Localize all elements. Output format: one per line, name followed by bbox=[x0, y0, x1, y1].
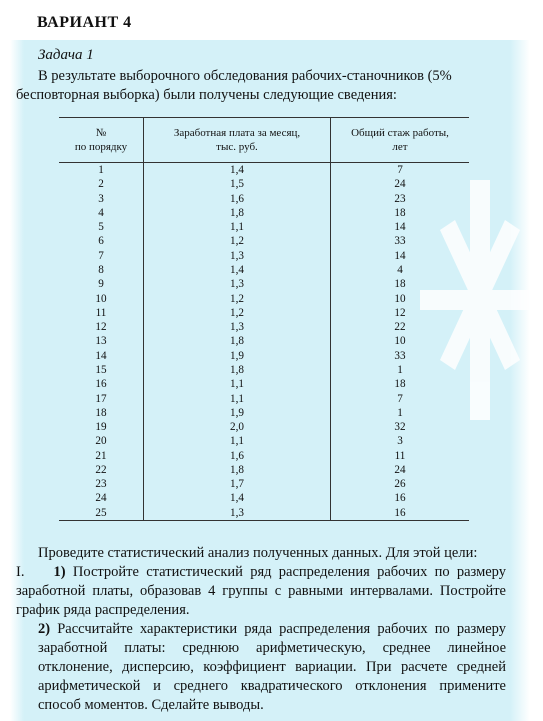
table-row bbox=[59, 292, 469, 306]
cell-experience: 32 bbox=[394, 421, 406, 434]
cell-salary: 1,3 bbox=[144, 249, 331, 263]
cell-number: 3 bbox=[59, 192, 144, 206]
intro-line-2: бесповторная выборка) были получены следующие сведения: bbox=[16, 87, 397, 103]
cell-experience: 7 bbox=[397, 164, 403, 176]
table-row bbox=[59, 234, 469, 248]
cell-experience: 22 bbox=[394, 321, 406, 334]
cell-experience: 10 bbox=[394, 335, 406, 348]
cell-salary: 1,1 bbox=[144, 220, 331, 234]
header-salary: Заработная плата за месяц, тыс. руб. bbox=[144, 118, 331, 163]
table-row bbox=[59, 334, 469, 348]
cell-number: 15 bbox=[59, 363, 144, 377]
cell-experience: 4 bbox=[397, 263, 403, 276]
cell-salary: 1,8 bbox=[144, 463, 331, 477]
cell-number: 13 bbox=[59, 334, 144, 348]
cell-salary: 1,8 bbox=[144, 334, 331, 348]
instructions-block bbox=[16, 544, 506, 715]
table-row bbox=[59, 420, 469, 434]
table-row bbox=[59, 306, 469, 320]
cell-experience: 26 bbox=[394, 478, 406, 491]
cell-experience: 14 bbox=[394, 221, 406, 234]
header-experience: Общий стаж работы, лет bbox=[331, 118, 470, 163]
cell-experience: 16 bbox=[331, 506, 470, 521]
task-title: Задача 1 bbox=[38, 47, 94, 63]
cell-number: 10 bbox=[59, 292, 144, 306]
intro-line-1: В результате выборочного обследования рабочих-станочников (5% bbox=[38, 68, 452, 84]
cell-salary: 1,3 bbox=[144, 277, 331, 291]
cell-number: 19 bbox=[59, 420, 144, 434]
cell-salary: 1,4 bbox=[144, 163, 331, 178]
table-row bbox=[59, 220, 469, 234]
cell-number: 11 bbox=[59, 306, 144, 320]
cell-salary: 1,2 bbox=[144, 306, 331, 320]
cell-experience: 24 bbox=[394, 178, 406, 191]
cell-experience: 11 bbox=[394, 449, 406, 462]
cell-salary: 1,8 bbox=[144, 363, 331, 377]
cell-salary: 1,5 bbox=[144, 177, 331, 191]
cell-salary: 1,1 bbox=[144, 392, 331, 406]
cell-number: 22 bbox=[59, 463, 144, 477]
table-row bbox=[59, 434, 469, 448]
cell-number: 25 bbox=[59, 506, 144, 521]
cell-salary: 1,7 bbox=[144, 477, 331, 491]
cell-number: 14 bbox=[59, 349, 144, 363]
cell-salary: 1,1 bbox=[144, 377, 331, 391]
table-row bbox=[59, 163, 469, 178]
cell-number: 6 bbox=[59, 234, 144, 248]
cell-experience: 10 bbox=[394, 292, 406, 305]
cell-salary: 1,2 bbox=[144, 292, 331, 306]
cell-number: 8 bbox=[59, 263, 144, 277]
cell-experience: 3 bbox=[397, 435, 403, 448]
header-number: № по порядку bbox=[59, 118, 144, 163]
cell-number: 9 bbox=[59, 277, 144, 291]
cell-number: 16 bbox=[59, 377, 144, 391]
cell-salary: 1,2 bbox=[144, 234, 331, 248]
table-row bbox=[59, 406, 469, 420]
cell-salary: 1,4 bbox=[144, 263, 331, 277]
cell-number: 21 bbox=[59, 449, 144, 463]
table-row bbox=[59, 491, 469, 505]
table-row bbox=[59, 263, 469, 277]
table-body bbox=[59, 163, 469, 521]
data-table bbox=[59, 117, 469, 521]
table-row bbox=[59, 177, 469, 191]
cell-number: 24 bbox=[59, 491, 144, 505]
intro-paragraph bbox=[16, 67, 506, 105]
cell-number: 4 bbox=[59, 206, 144, 220]
table-row bbox=[59, 277, 469, 291]
cell-experience: 33 bbox=[394, 235, 406, 248]
cell-experience: 16 bbox=[394, 492, 406, 505]
cell-experience: 33 bbox=[394, 349, 406, 362]
item-2-number: 2) bbox=[38, 621, 51, 637]
item-1-number: 1) bbox=[53, 564, 66, 580]
cell-experience: 18 bbox=[394, 378, 406, 391]
table-row bbox=[59, 206, 469, 220]
table-header-row bbox=[59, 118, 469, 163]
cell-salary: 1,4 bbox=[144, 491, 331, 505]
cell-experience: 24 bbox=[394, 463, 406, 476]
instructions-lead: Проведите статистический анализ полученных данных. Для этой цели: bbox=[38, 545, 478, 561]
item-2-text: Рассчитайте характеристики ряда распределения рабочих по размеру заработной платы: среднюю арифметическую, среднее линейное отклонение, дисперсию, коэффициент вариации. При расчете средней арифметической и среднего квадратического отклонения примените способ моментов. Сделайте выводы. bbox=[38, 621, 506, 713]
cell-number: 20 bbox=[59, 434, 144, 448]
cell-experience: 23 bbox=[394, 192, 406, 205]
table-row bbox=[59, 463, 469, 477]
cell-salary: 1,6 bbox=[144, 449, 331, 463]
cell-experience: 18 bbox=[394, 206, 406, 219]
cell-experience: 7 bbox=[397, 392, 403, 405]
cell-salary: 1,6 bbox=[144, 192, 331, 206]
cell-salary: 1,3 bbox=[144, 506, 331, 521]
cell-salary: 1,9 bbox=[144, 349, 331, 363]
cell-salary: 2,0 bbox=[144, 420, 331, 434]
cell-number: 7 bbox=[59, 249, 144, 263]
cell-number: 18 bbox=[59, 406, 144, 420]
instruction-item-2 bbox=[16, 620, 506, 715]
cell-salary: 1,3 bbox=[144, 320, 331, 334]
cell-experience: 1 bbox=[397, 406, 403, 419]
item-1-roman: I. bbox=[16, 564, 25, 580]
table-row bbox=[59, 192, 469, 206]
cell-salary: 1,9 bbox=[144, 406, 331, 420]
cell-number: 23 bbox=[59, 477, 144, 491]
cell-experience: 12 bbox=[394, 306, 406, 319]
table-row bbox=[59, 377, 469, 391]
cell-experience: 18 bbox=[394, 278, 406, 291]
cell-number: 1 bbox=[59, 163, 144, 178]
table-row bbox=[59, 392, 469, 406]
table-row bbox=[59, 506, 469, 521]
instruction-item-1 bbox=[16, 563, 506, 620]
cell-number: 12 bbox=[59, 320, 144, 334]
table-row bbox=[59, 320, 469, 334]
cell-experience: 1 bbox=[397, 363, 403, 376]
table-row bbox=[59, 477, 469, 491]
table-row bbox=[59, 349, 469, 363]
cell-salary: 1,1 bbox=[144, 434, 331, 448]
item-1-text: Постройте статистический ряд распределения рабочих по размеру заработной платы, образовав 4 группы с равными интервалами. Постройте график ряда распределения. bbox=[16, 564, 506, 618]
cell-number: 2 bbox=[59, 177, 144, 191]
table-row bbox=[59, 449, 469, 463]
table-row bbox=[59, 363, 469, 377]
cell-number: 5 bbox=[59, 220, 144, 234]
cell-number: 17 bbox=[59, 392, 144, 406]
cell-salary: 1,8 bbox=[144, 206, 331, 220]
cell-experience: 14 bbox=[394, 249, 406, 262]
table-row bbox=[59, 249, 469, 263]
variant-title: ВАРИАНТ 4 bbox=[37, 14, 132, 31]
